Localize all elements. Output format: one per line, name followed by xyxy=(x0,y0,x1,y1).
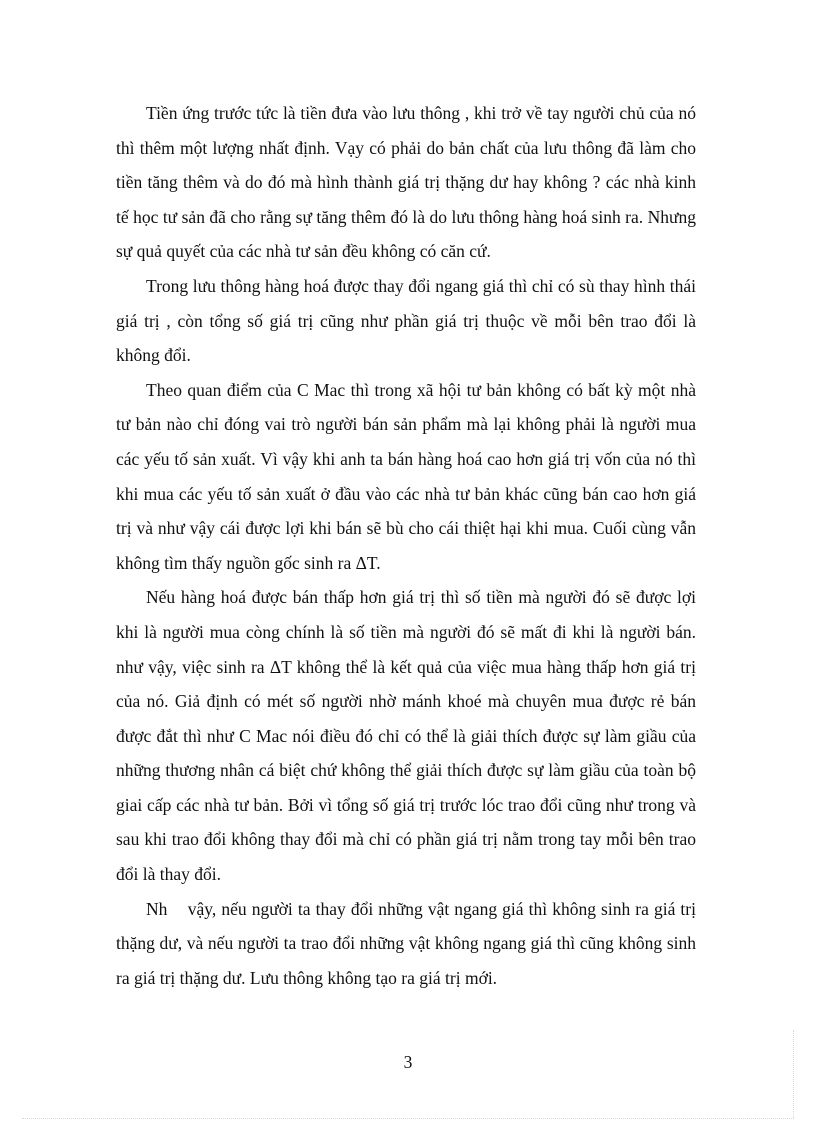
paragraph-4: Nếu hàng hoá được bán thấp hơn giá trị thì số tiền mà người đó sẽ được lợi khi là người mua còng chính là số tiền mà người đó sẽ mất đi khi là người bán. như vậy, việc sinh ra ΔT không thể là kết quả của việc mua hàng thấp hơn giá trị của nó. Giả định có mét số người nhờ mánh khoé mà chuyên mua được rẻ bán được đắt thì như C Mac nói điều đó chỉ có thể là giải thích được sự làm giầu của những thương nhân cá biệt chứ không thể giải thích được sự làm giầu của toàn bộ giai cấp các nhà tư bản. Bởi vì tổng số giá trị trước lóc trao đổi cũng như trong và sau khi trao đổi không thay đổi mà chỉ có phần giá trị nằm trong tay mỗi bên trao đổi là thay đổi. xyxy=(116,587,696,885)
page-number: 3 xyxy=(403,1052,413,1072)
paragraph-1: Tiền ứng trước tức là tiền đưa vào lưu thông , khi trở về tay người chủ của nó thì thêm một lượng nhất định. Vạy có phải do bản chất của lưu thông đã làm cho tiền tăng thêm và do đó mà hình thành giá trị thặng dư hay không ? các nhà kinh tế học tư sản đã cho rằng sự tăng thêm đó là do lưu thông hàng hoá sinh ra. Nhưng sự quả quyết của các nhà tư sản đều không có căn cứ. xyxy=(116,103,696,262)
paragraph-2: Trong lưu thông hàng hoá được thay đổi ngang giá thì chỉ có sù thay hình thái giá trị , còn tổng số giá trị cũng như phần giá trị thuộc về mỗi bên trao đổi là không đổi. xyxy=(116,275,696,366)
paragraph-5: Nh vậy, nếu người ta thay đổi những vật ngang giá thì không sinh ra giá trị thặng dư, và nếu người ta trao đổi những vật không ngang giá thì cũng không sinh ra giá trị thặng dư. Lưu thông không tạo ra giá trị mới. xyxy=(116,898,701,988)
body-text xyxy=(116,96,701,995)
page-border-bottom xyxy=(22,1118,794,1119)
paragraph-3: Theo quan điểm của C Mac thì trong xã hội tư bản không có bất kỳ một nhà tư bản nào chỉ đóng vai trò người bán sản phẩm mà lại không phải là người mua các yếu tố sản xuất. Vì vậy khi anh ta bán hàng hoá cao hơn giá trị vốn của nó thì khi mua các yếu tố sản xuất ở đầu vào các nhà tư bản khác cũng bán cao hơn giá trị và như vậy cái được lợi khi bán sẽ bù cho cái thiệt hại khi mua. Cuối cùng vẫn không tìm thấy nguồn gốc sinh ra ΔT. xyxy=(116,379,696,573)
page-border-right xyxy=(793,1030,794,1118)
